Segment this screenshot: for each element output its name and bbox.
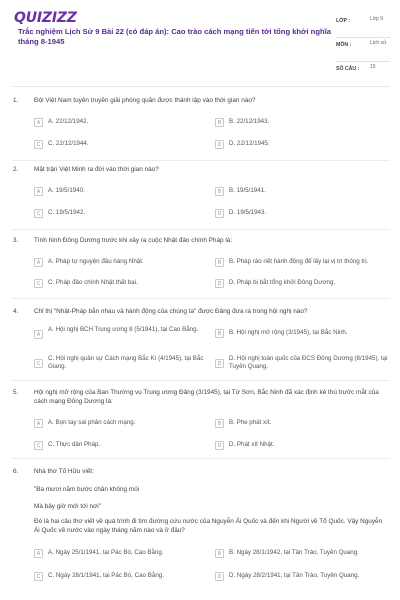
option-c[interactable]	[34, 279, 204, 288]
option-letter-box[interactable]: D	[215, 140, 224, 149]
option-text: B. Phe phát xít.	[229, 419, 272, 426]
option-a[interactable]	[34, 118, 204, 127]
meta-label: SỐ CÂU :	[336, 66, 360, 72]
option-text: A. Ngày 25/1/1941, tại Pác Bó, Cao Bằng.	[48, 549, 164, 556]
option-text: A. 19/5/1940.	[48, 187, 85, 194]
option-text: C. 22/12/1944.	[48, 140, 89, 147]
option-a[interactable]	[34, 549, 204, 558]
option-letter-box[interactable]: A	[34, 549, 43, 558]
question-text-continued: Đó là hai câu thơ viết về quá trình đi tìm đường cứu nước của Nguyễn Ái Quốc và đến khi Người về Tổ Quốc. Vậy Nguyễn Ái Quốc về nước vào ngày tháng năm nào và ở đâu?	[34, 518, 383, 534]
question-text: Tình hình Đông Dương trước khi xảy ra cuộc Nhật đảo chính Pháp là:	[34, 237, 233, 244]
option-c[interactable]	[34, 441, 204, 450]
question-text: Mặt trận Việt Minh ra đời vào thời gian nào?	[34, 166, 159, 173]
option-a[interactable]	[34, 326, 204, 339]
option-text: A. Pháp tự nguyện đầu hàng Nhật.	[48, 258, 144, 265]
option-letter-box[interactable]: C	[34, 572, 43, 581]
divider	[12, 160, 390, 161]
option-text: C. Ngày 28/1/1941, tại Pác Bó, Cao Bằng.	[48, 572, 164, 579]
option-c[interactable]	[34, 209, 204, 218]
option-letter-box[interactable]: D	[215, 441, 224, 450]
option-text: D. Hội nghị toàn quốc của ĐCS Đông Dương (8/1945), tại Tuyên Quang.	[229, 355, 388, 370]
question-number: 6.	[13, 468, 19, 475]
divider	[12, 298, 390, 299]
option-letter-box[interactable]: B	[215, 187, 224, 196]
option-b[interactable]	[215, 187, 390, 196]
option-letter-box[interactable]: C	[34, 209, 43, 218]
question-number: 2.	[13, 166, 19, 173]
page-header	[0, 0, 400, 82]
option-text: D. 19/5/1943.	[229, 209, 267, 216]
option-text: C. Hội nghị quân sự Cách mạng Bắc Kì (4/1945), tại Bắc Giang.	[48, 355, 204, 370]
option-a[interactable]	[34, 258, 204, 267]
option-letter-box[interactable]: B	[215, 419, 224, 428]
meta-question-count	[336, 62, 390, 86]
option-a[interactable]	[34, 187, 204, 196]
poem-line-2: Mà bây giờ mới tới nơi"	[34, 503, 101, 510]
option-letter-box[interactable]: B	[215, 258, 224, 267]
option-b[interactable]	[215, 118, 390, 127]
poem-line-1: "Ba mươi năm bước chân không mỏi	[34, 486, 140, 493]
option-text: A. Bọn tay sai phản cách mạng.	[48, 419, 136, 426]
option-text: D. Ngày 28/2/1941, tại Tân Trào, Tuyên Quang.	[229, 572, 360, 579]
option-text: B. 22/12/1943.	[229, 118, 270, 125]
option-text: D. 22/12/1945.	[229, 140, 270, 147]
question-number: 3.	[13, 237, 19, 244]
option-d[interactable]	[215, 279, 390, 288]
option-letter-box[interactable]: B	[215, 549, 224, 558]
option-letter-box[interactable]: C	[34, 279, 43, 288]
option-letter-box[interactable]: C	[34, 359, 43, 368]
question-text: Chỉ thị "Nhật-Pháp bắn nhau và hành động của chúng ta" được Đảng đưa ra trong hội nghị nào?	[34, 308, 308, 315]
question-text: Nhà thơ Tố Hữu viết:	[34, 468, 94, 475]
option-text: A. 22/12/1942.	[48, 118, 89, 125]
option-text: D. Phát xít Nhật.	[229, 441, 275, 448]
meta-label: LỚP :	[336, 18, 351, 24]
option-c[interactable]	[34, 355, 204, 371]
question-number: 1.	[13, 97, 19, 104]
option-letter-box[interactable]: A	[34, 419, 43, 428]
option-letter-box[interactable]: C	[34, 140, 43, 149]
question-text: Đội Việt Nam tuyên truyền giải phóng quân được thành lập vào thời gian nào?	[34, 97, 256, 104]
option-text: C. Thực dân Pháp.	[48, 441, 101, 448]
meta-value: Lớp 9	[370, 16, 384, 22]
meta-subject	[336, 38, 390, 62]
meta-value: Lịch sử	[370, 40, 387, 46]
option-b[interactable]	[215, 549, 390, 558]
option-d[interactable]	[215, 572, 390, 581]
divider	[12, 229, 390, 230]
option-letter-box[interactable]: B	[215, 118, 224, 127]
option-d[interactable]	[215, 441, 390, 450]
option-d[interactable]	[215, 140, 390, 149]
option-letter-box[interactable]: A	[34, 187, 43, 196]
question-number: 5.	[13, 389, 19, 396]
divider	[12, 458, 390, 459]
divider	[12, 380, 390, 381]
quizizz-logo: QUIZIZZ	[14, 10, 77, 26]
option-text: C. 19/5/1942.	[48, 209, 86, 216]
option-text: B. Hội nghị mở rộng (3/1945), tại Bắc Ninh.	[229, 329, 348, 336]
option-d[interactable]	[215, 209, 390, 218]
option-d[interactable]	[215, 355, 390, 371]
page-title: Trắc nghiệm Lịch Sử 9 Bài 22 (có đáp án): Cao trào cách mạng tiến tới tổng khởi nghĩa tháng 8-1945	[18, 27, 331, 46]
option-letter-box[interactable]: A	[34, 330, 43, 339]
option-text: C. Pháp đảo chính Nhật thất bại.	[48, 279, 138, 286]
option-letter-box[interactable]: A	[34, 118, 43, 127]
question-text: Hội nghị mở rộng của Ban Thường vụ Trung ương Đảng (3/1945), tại Từ Sơn, Bắc Ninh đã xác định kẻ thù trước mắt của cách mạng Đông Dương là:	[34, 389, 379, 405]
option-letter-box[interactable]: D	[215, 279, 224, 288]
quiz-meta	[336, 14, 390, 86]
option-letter-box[interactable]: D	[215, 209, 224, 218]
option-c[interactable]	[34, 140, 204, 149]
meta-grade	[336, 14, 390, 38]
option-text: D. Pháp bị bắt tổng khởi Đông Dương.	[229, 279, 336, 286]
option-c[interactable]	[34, 572, 204, 581]
option-text: B. Ngày 28/1/1942, tại Tân Trào, Tuyên Quang.	[229, 549, 359, 556]
meta-value: 15	[370, 64, 376, 70]
divider	[12, 86, 390, 87]
option-letter-box[interactable]: A	[34, 258, 43, 267]
option-text: B. 19/5/1941.	[229, 187, 266, 194]
option-letter-box[interactable]: D	[215, 572, 224, 581]
option-b[interactable]	[215, 329, 390, 338]
option-a[interactable]	[34, 419, 204, 428]
question-number: 4.	[13, 308, 19, 315]
option-text: A. Hội nghị BCH Trung ương 8 (5/1941), tại Cao Bằng.	[48, 326, 199, 333]
option-letter-box[interactable]: C	[34, 441, 43, 450]
option-text: B. Pháp ráo riết hành động để lấy lại vị trí thống trị.	[229, 258, 369, 265]
meta-label: MÔN :	[336, 42, 352, 48]
option-b[interactable]	[215, 419, 390, 428]
option-b[interactable]	[215, 258, 390, 267]
option-letter-box[interactable]: B	[215, 329, 224, 338]
option-letter-box[interactable]: D	[215, 359, 224, 368]
